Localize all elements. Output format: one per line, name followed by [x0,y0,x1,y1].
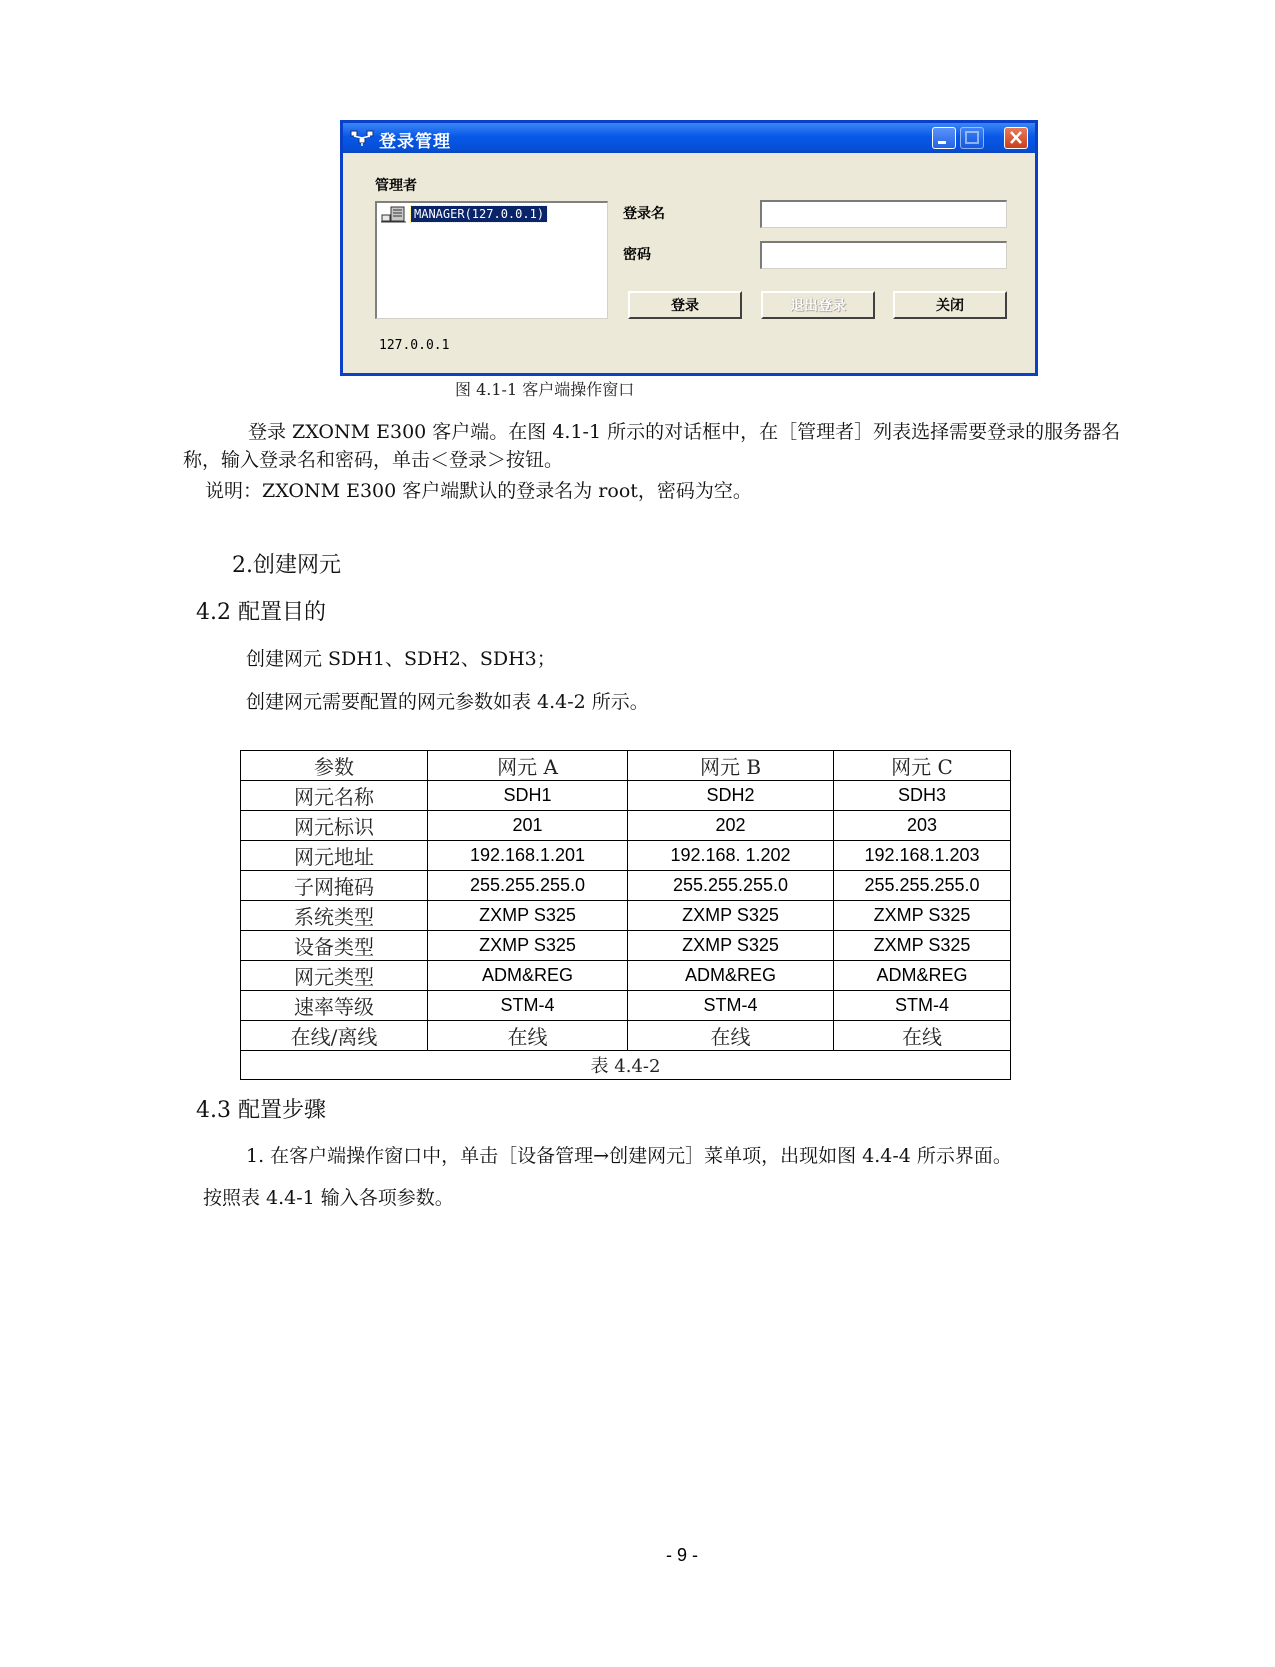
table-cell: STM-4 [834,991,1011,1021]
login-button[interactable]: 登录 [628,291,742,319]
dialog-titlebar[interactable] [343,123,1035,153]
table-row [241,1021,1011,1051]
maximize-icon [961,128,983,148]
table-cell: 255.255.255.0 [834,871,1011,901]
table-cell: STM-4 [428,991,628,1021]
table-cell: 在线 [834,1021,1011,1051]
step-line-1: 1. 在客户端操作窗口中，单击［设备管理→创建网元］菜单项，出现如图 4.4-4 所示界面。 [246,1145,1012,1167]
figure-caption: 图 4.1-1 客户端操作窗口 [455,380,635,399]
table-cell: 子网掩码 [241,871,428,901]
manager-item-label: MANAGER(127.0.0.1) [411,206,547,222]
note-paragraph: 说明：ZXONM E300 客户端默认的登录名为 root，密码为空。 [205,480,752,502]
login-paragraph-line1: 登录 ZXONM E300 客户端。在图 4.1-1 所示的对话框中，在［管理者］列表选择需要登录的服务器名 [248,421,1121,443]
goal-line-1: 创建网元 SDH1、SDH2、SDH3； [246,648,556,670]
table-header-row [241,751,1011,781]
password-label: 密码 [623,247,651,263]
table-cell: SDH2 [628,781,834,811]
table-cell: ADM&REG [834,961,1011,991]
table-row [241,811,1011,841]
table-cell: 192.168.1.203 [834,841,1011,871]
dialog-title: 登录管理 [379,132,451,152]
table-cell: 192.168.1.201 [428,841,628,871]
login-name-label: 登录名 [623,206,665,222]
table-cell: ADM&REG [428,961,628,991]
close-icon [1005,128,1027,148]
table-cell: 网元标识 [241,811,428,841]
table-cell: 速率等级 [241,991,428,1021]
table-cell: 网元类型 [241,961,428,991]
ne-parameter-table [240,750,1011,1080]
table-caption-row [241,1051,1011,1080]
login-name-input[interactable] [760,200,1007,228]
section-heading-4-3: 4.3 配置步骤 [196,1098,326,1123]
table-row [241,781,1011,811]
server-icon [381,206,407,224]
login-paragraph-line2: 称，输入登录名和密码，单击＜登录＞按钮。 [183,449,564,471]
network-icon [350,129,374,147]
table-cell: ADM&REG [628,961,834,991]
table-cell: 在线 [428,1021,628,1051]
table-cell: 255.255.255.0 [628,871,834,901]
managers-label: 管理者 [375,178,417,194]
table-cell: SDH1 [428,781,628,811]
table-cell: ZXMP S325 [428,901,628,931]
table-cell: 192.168. 1.202 [628,841,834,871]
table-cell: 203 [834,811,1011,841]
table-cell: 设备类型 [241,931,428,961]
table-cell: ZXMP S325 [628,901,834,931]
table-cell: STM-4 [628,991,834,1021]
table-cell: 网元名称 [241,781,428,811]
table-cell: 在线/离线 [241,1021,428,1051]
table-row [241,901,1011,931]
table-header-cell: 网元 C [834,751,1011,781]
table-cell: ZXMP S325 [834,931,1011,961]
table-cell: 201 [428,811,628,841]
minimize-icon [933,128,955,148]
password-input[interactable] [760,241,1007,269]
login-management-dialog [340,120,1038,376]
table-header-cell: 网元 A [428,751,628,781]
create-ne-heading: 2.创建网元 [232,553,341,578]
table-cell: ZXMP S325 [834,901,1011,931]
table-cell: 255.255.255.0 [428,871,628,901]
table-caption: 表 4.4-2 [241,1051,1011,1080]
table-cell: 系统类型 [241,901,428,931]
manager-list[interactable] [375,201,608,319]
table-cell: 网元地址 [241,841,428,871]
table-header-cell: 网元 B [628,751,834,781]
page-number: - 9 - [666,1545,699,1565]
minimize-button[interactable] [932,127,956,149]
table-row [241,931,1011,961]
table-header-cell: 参数 [241,751,428,781]
goal-line-2: 创建网元需要配置的网元参数如表 4.4-2 所示。 [246,691,649,713]
table-cell: 202 [628,811,834,841]
logout-button[interactable]: 退出登录 [761,291,875,319]
table-cell: SDH3 [834,781,1011,811]
table-cell: ZXMP S325 [428,931,628,961]
step-line-2: 按照表 4.4-1 输入各项参数。 [203,1187,454,1209]
table-row [241,841,1011,871]
close-button[interactable]: 关闭 [893,291,1007,319]
table-cell: 在线 [628,1021,834,1051]
table-cell: ZXMP S325 [628,931,834,961]
status-address: 127.0.0.1 [379,338,450,353]
table-row [241,871,1011,901]
table-row [241,991,1011,1021]
table-row [241,961,1011,991]
section-heading-4-2: 4.2 配置目的 [196,600,326,625]
close-window-button[interactable] [1004,127,1028,149]
maximize-button[interactable] [960,127,984,149]
